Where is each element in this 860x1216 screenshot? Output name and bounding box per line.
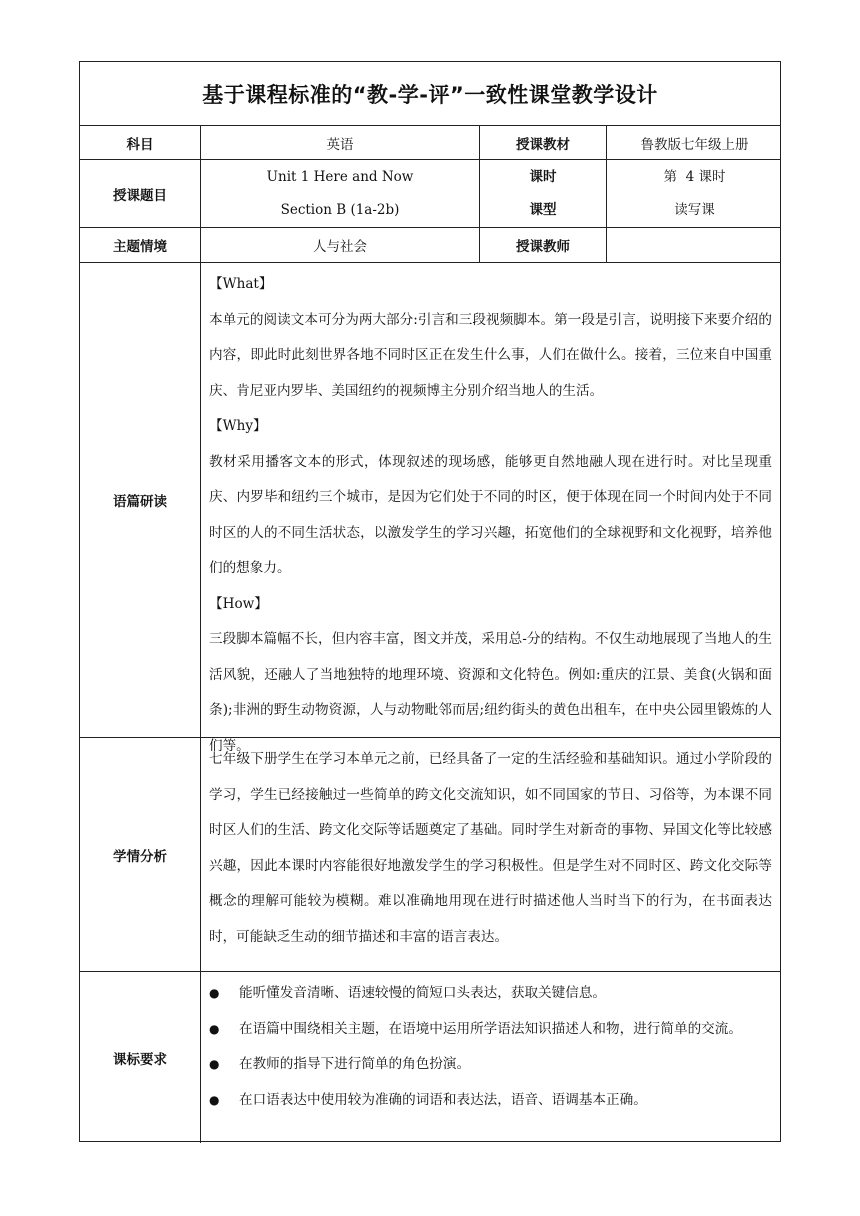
what-heading: 【What】 (209, 276, 273, 292)
topic-row (80, 160, 780, 228)
how-heading: 【How】 (209, 595, 268, 612)
bullet-icon: ● (209, 1092, 220, 1107)
subject-row (80, 126, 780, 160)
what-text: 本单元的阅读文本可分为两大部分:引言和三段视频脚本。第一段是引言，说明接下来要介绍的内容，即此时此刻世界各地不同时区正在发生什么事，人们在做什么。接着，三位来自中国重庆、肯尼亚内罗毕、美国纽约的视频博主分别介绍当地人的生活。 (209, 311, 772, 399)
reading-row (80, 263, 780, 754)
why-text: 教材采用播客文本的形式，体现叙述的现场感，能够更自然地融人现在进行时。对比呈现重庆、内罗毕和纽约三个城市，是因为它们处于不同的时区，便于体现在同一个时间内处于不同时区的人的不同生活状态，以激发学生的学习兴趣，拓宽他们的全球视野和文化视野，培养他们的想象力。 (209, 453, 772, 576)
bullet-icon: ● (209, 986, 220, 1000)
type-label: 课型 (529, 201, 557, 218)
standards-label: 课标要求 (113, 1051, 167, 1068)
textbook-value: 鲁教版七年级上册 (606, 126, 782, 159)
standard-item (209, 976, 772, 1012)
period-value: 第 4 课时 (663, 168, 726, 185)
topic-line-2: Section B (1a-2b) (280, 201, 400, 218)
reading-content (200, 263, 780, 754)
textbook-label: 授课教材 (479, 126, 606, 159)
theme-row (80, 228, 780, 263)
subject-value: 英语 (200, 126, 479, 159)
title-row (80, 62, 780, 126)
standard-item (209, 1083, 772, 1119)
reading-label: 语篇研读 (113, 494, 167, 510)
theme-label: 主题情境 (113, 239, 167, 255)
why-heading: 【Why】 (209, 418, 267, 434)
topic-value (200, 160, 479, 227)
teacher-label: 授课教师 (479, 228, 606, 262)
standards-content (200, 972, 780, 1143)
how-text: 三段脚本篇幅不长，但内容丰富，图文并茂，采用总-分的结构。不仅生动地展现了当地人的生活风貌，还融人了当地独特的地理环境、资源和文化特色。例如:重庆的江景、美食(火锅和面条);非洲的野生动物资源，人与动物毗邻而居;纽约街头的黄色出租车，在中央公园里锻炼的人们等。 (209, 631, 772, 754)
document-title: 基于课程标准的“教-学-评”一致性课堂教学设计 (202, 82, 658, 107)
standard-item-text: 在口语表达中使用较为准确的词语和表达法，语音、语调基本正确。 (239, 1091, 647, 1108)
period-type-labels (479, 160, 606, 227)
topic-label: 授课题目 (113, 187, 167, 204)
standard-item (209, 1047, 772, 1083)
standard-item-text: 在教师的指导下进行简单的角色扮演。 (239, 1056, 471, 1072)
learner-content (200, 738, 780, 971)
learner-label: 学情分析 (113, 848, 167, 865)
period-type-values (606, 160, 782, 227)
topic-line-1: Unit 1 Here and Now (266, 168, 414, 185)
lesson-plan-table (79, 61, 781, 1142)
subject-label: 科目 (126, 136, 154, 153)
theme-value: 人与社会 (200, 228, 479, 262)
standard-item-text: 在语篇中围绕相关主题，在语境中运用所学语法知识描述人和物，进行简单的交流。 (239, 1020, 742, 1037)
standard-item (209, 1012, 772, 1048)
type-value: 读写课 (674, 201, 715, 218)
bullet-icon: ● (209, 1057, 220, 1071)
learner-row (80, 738, 780, 972)
standards-row (80, 972, 780, 1143)
standard-item-text: 能听懂发音清晰、语速较慢的简短口头表达，获取关键信息。 (239, 985, 607, 1001)
bullet-icon: ● (209, 1021, 220, 1036)
teacher-value (606, 228, 782, 262)
period-label: 课时 (529, 168, 557, 185)
learner-text: 七年级下册学生在学习本单元之前，已经具备了一定的生活经验和基础知识。通过小学阶段的学习，学生已经接触过一些简单的跨文化交流知识，如不同国家的节日、习俗等，为本课不同时区人们的生活、跨文化交际等话题奠定了基础。同时学生对新奇的事物、异国文化等比较感兴趣，因此本课时内容能很好地激发学生的学习积极性。但是学生对不同时区、跨文化交际等概念的理解可能较为模糊。难以准确地用现在进行时描述他人当时当下的行为，在书面表达时，可能缺乏生动的细节描述和丰富的语言表达。 (209, 751, 772, 945)
